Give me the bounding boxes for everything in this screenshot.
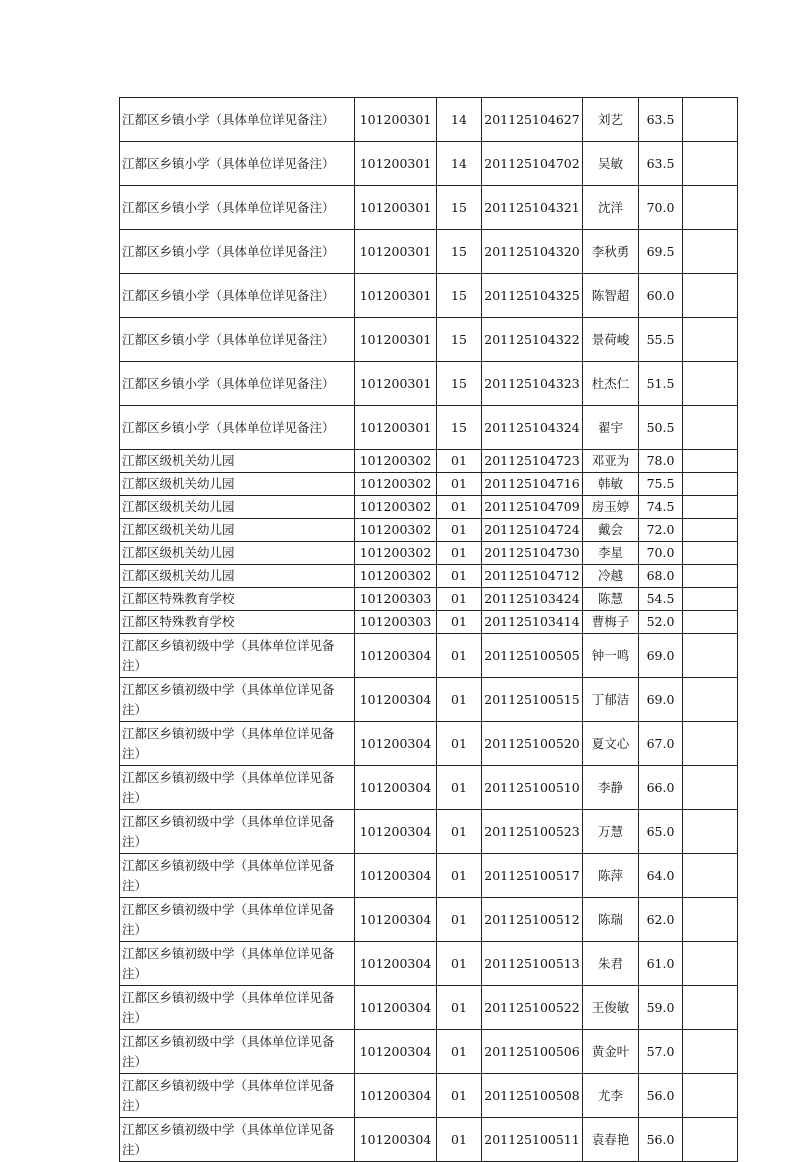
cell-candidate-name: 李星 xyxy=(583,542,639,565)
cell-remark xyxy=(683,565,738,588)
cell-candidate-name: 戴会 xyxy=(583,519,639,542)
table-row xyxy=(120,854,738,898)
cell-sequence: 01 xyxy=(437,986,482,1030)
table-row xyxy=(120,942,738,986)
table-row xyxy=(120,634,738,678)
cell-unit: 江都区特殊教育学校 xyxy=(120,611,355,634)
cell-ticket-number: 201125104723 xyxy=(482,450,583,473)
cell-unit: 江都区乡镇小学（具体单位详见备注） xyxy=(120,98,355,142)
cell-ticket-number: 201125104627 xyxy=(482,98,583,142)
cell-score: 69.5 xyxy=(639,230,683,274)
cell-sequence: 15 xyxy=(437,406,482,450)
cell-remark xyxy=(683,1074,738,1118)
cell-ticket-number: 201125104702 xyxy=(482,142,583,186)
cell-candidate-name: 杜杰仁 xyxy=(583,362,639,406)
cell-sequence: 01 xyxy=(437,810,482,854)
cell-remark xyxy=(683,186,738,230)
cell-sequence: 01 xyxy=(437,542,482,565)
cell-ticket-number: 201125100522 xyxy=(482,986,583,1030)
cell-candidate-name: 丁郁洁 xyxy=(583,678,639,722)
cell-remark xyxy=(683,274,738,318)
cell-position-code: 101200304 xyxy=(355,634,437,678)
cell-ticket-number: 201125100506 xyxy=(482,1030,583,1074)
cell-remark xyxy=(683,810,738,854)
cell-sequence: 15 xyxy=(437,274,482,318)
table-row xyxy=(120,98,738,142)
cell-ticket-number: 201125104730 xyxy=(482,542,583,565)
cell-position-code: 101200304 xyxy=(355,986,437,1030)
cell-candidate-name: 房玉婷 xyxy=(583,496,639,519)
table-row xyxy=(120,473,738,496)
results-table xyxy=(119,97,738,1162)
cell-sequence: 01 xyxy=(437,611,482,634)
cell-unit: 江都区乡镇初级中学（具体单位详见备注） xyxy=(120,986,355,1030)
cell-candidate-name: 吴敏 xyxy=(583,142,639,186)
cell-remark xyxy=(683,722,738,766)
cell-score: 69.0 xyxy=(639,678,683,722)
cell-sequence: 15 xyxy=(437,230,482,274)
cell-score: 69.0 xyxy=(639,634,683,678)
cell-remark xyxy=(683,450,738,473)
table-row xyxy=(120,986,738,1030)
cell-ticket-number: 201125100512 xyxy=(482,898,583,942)
cell-candidate-name: 曹梅子 xyxy=(583,611,639,634)
table-row xyxy=(120,766,738,810)
cell-position-code: 101200301 xyxy=(355,318,437,362)
cell-unit: 江都区级机关幼儿园 xyxy=(120,519,355,542)
cell-unit: 江都区乡镇小学（具体单位详见备注） xyxy=(120,406,355,450)
cell-candidate-name: 陈慧 xyxy=(583,588,639,611)
cell-position-code: 101200304 xyxy=(355,722,437,766)
cell-position-code: 101200304 xyxy=(355,1118,437,1162)
cell-position-code: 101200301 xyxy=(355,274,437,318)
cell-sequence: 01 xyxy=(437,496,482,519)
cell-unit: 江都区乡镇初级中学（具体单位详见备注） xyxy=(120,1030,355,1074)
cell-score: 64.0 xyxy=(639,854,683,898)
cell-position-code: 101200301 xyxy=(355,230,437,274)
table-row xyxy=(120,318,738,362)
cell-candidate-name: 黄金叶 xyxy=(583,1030,639,1074)
cell-ticket-number: 201125104716 xyxy=(482,473,583,496)
cell-sequence: 01 xyxy=(437,1030,482,1074)
cell-position-code: 101200303 xyxy=(355,588,437,611)
cell-score: 67.0 xyxy=(639,722,683,766)
cell-position-code: 101200302 xyxy=(355,542,437,565)
table-row xyxy=(120,230,738,274)
cell-position-code: 101200301 xyxy=(355,186,437,230)
cell-score: 66.0 xyxy=(639,766,683,810)
cell-unit: 江都区乡镇小学（具体单位详见备注） xyxy=(120,186,355,230)
cell-remark xyxy=(683,898,738,942)
cell-unit: 江都区乡镇初级中学（具体单位详见备注） xyxy=(120,854,355,898)
cell-score: 60.0 xyxy=(639,274,683,318)
cell-remark xyxy=(683,362,738,406)
results-table-body xyxy=(120,98,738,1162)
cell-candidate-name: 李静 xyxy=(583,766,639,810)
cell-candidate-name: 冷越 xyxy=(583,565,639,588)
cell-position-code: 101200302 xyxy=(355,565,437,588)
cell-ticket-number: 201125104323 xyxy=(482,362,583,406)
cell-score: 63.5 xyxy=(639,98,683,142)
cell-unit: 江都区乡镇初级中学（具体单位详见备注） xyxy=(120,678,355,722)
cell-remark xyxy=(683,678,738,722)
cell-sequence: 01 xyxy=(437,898,482,942)
cell-position-code: 101200304 xyxy=(355,766,437,810)
cell-unit: 江都区乡镇初级中学（具体单位详见备注） xyxy=(120,766,355,810)
table-row xyxy=(120,611,738,634)
cell-unit: 江都区乡镇小学（具体单位详见备注） xyxy=(120,230,355,274)
cell-candidate-name: 李秋勇 xyxy=(583,230,639,274)
cell-sequence: 01 xyxy=(437,1074,482,1118)
cell-sequence: 01 xyxy=(437,678,482,722)
cell-ticket-number: 201125104320 xyxy=(482,230,583,274)
cell-candidate-name: 刘艺 xyxy=(583,98,639,142)
cell-remark xyxy=(683,588,738,611)
cell-unit: 江都区级机关幼儿园 xyxy=(120,496,355,519)
cell-score: 56.0 xyxy=(639,1074,683,1118)
cell-candidate-name: 尤李 xyxy=(583,1074,639,1118)
cell-candidate-name: 景荷峻 xyxy=(583,318,639,362)
cell-remark xyxy=(683,98,738,142)
cell-score: 72.0 xyxy=(639,519,683,542)
cell-remark xyxy=(683,542,738,565)
table-row xyxy=(120,722,738,766)
table-row xyxy=(120,1118,738,1162)
cell-score: 62.0 xyxy=(639,898,683,942)
cell-ticket-number: 201125100510 xyxy=(482,766,583,810)
cell-remark xyxy=(683,986,738,1030)
cell-ticket-number: 201125100515 xyxy=(482,678,583,722)
cell-candidate-name: 韩敏 xyxy=(583,473,639,496)
cell-position-code: 101200304 xyxy=(355,1030,437,1074)
table-row xyxy=(120,406,738,450)
cell-ticket-number: 201125104712 xyxy=(482,565,583,588)
cell-score: 56.0 xyxy=(639,1118,683,1162)
table-row xyxy=(120,496,738,519)
cell-ticket-number: 201125103424 xyxy=(482,588,583,611)
cell-position-code: 101200301 xyxy=(355,406,437,450)
cell-remark xyxy=(683,1118,738,1162)
cell-ticket-number: 201125103414 xyxy=(482,611,583,634)
table-row xyxy=(120,588,738,611)
cell-remark xyxy=(683,230,738,274)
cell-score: 52.0 xyxy=(639,611,683,634)
cell-position-code: 101200304 xyxy=(355,942,437,986)
cell-candidate-name: 邓亚为 xyxy=(583,450,639,473)
cell-unit: 江都区特殊教育学校 xyxy=(120,588,355,611)
cell-score: 75.5 xyxy=(639,473,683,496)
cell-score: 65.0 xyxy=(639,810,683,854)
cell-ticket-number: 201125104724 xyxy=(482,519,583,542)
table-row xyxy=(120,519,738,542)
cell-ticket-number: 201125100508 xyxy=(482,1074,583,1118)
cell-remark xyxy=(683,496,738,519)
cell-candidate-name: 夏文心 xyxy=(583,722,639,766)
cell-position-code: 101200304 xyxy=(355,810,437,854)
cell-unit: 江都区乡镇小学（具体单位详见备注） xyxy=(120,318,355,362)
cell-unit: 江都区级机关幼儿园 xyxy=(120,565,355,588)
cell-score: 51.5 xyxy=(639,362,683,406)
cell-unit: 江都区乡镇初级中学（具体单位详见备注） xyxy=(120,722,355,766)
cell-unit: 江都区乡镇小学（具体单位详见备注） xyxy=(120,274,355,318)
cell-position-code: 101200302 xyxy=(355,519,437,542)
cell-ticket-number: 201125104325 xyxy=(482,274,583,318)
cell-position-code: 101200302 xyxy=(355,473,437,496)
cell-candidate-name: 朱君 xyxy=(583,942,639,986)
cell-sequence: 01 xyxy=(437,473,482,496)
cell-sequence: 01 xyxy=(437,634,482,678)
cell-ticket-number: 201125104324 xyxy=(482,406,583,450)
table-row xyxy=(120,1074,738,1118)
cell-unit: 江都区乡镇初级中学（具体单位详见备注） xyxy=(120,810,355,854)
cell-score: 57.0 xyxy=(639,1030,683,1074)
cell-candidate-name: 沈洋 xyxy=(583,186,639,230)
cell-ticket-number: 201125104322 xyxy=(482,318,583,362)
cell-remark xyxy=(683,611,738,634)
cell-score: 50.5 xyxy=(639,406,683,450)
cell-sequence: 14 xyxy=(437,142,482,186)
cell-position-code: 101200304 xyxy=(355,854,437,898)
cell-sequence: 15 xyxy=(437,318,482,362)
cell-candidate-name: 钟一鸣 xyxy=(583,634,639,678)
cell-position-code: 101200301 xyxy=(355,98,437,142)
table-row xyxy=(120,274,738,318)
cell-sequence: 01 xyxy=(437,722,482,766)
cell-unit: 江都区乡镇初级中学（具体单位详见备注） xyxy=(120,942,355,986)
cell-sequence: 01 xyxy=(437,565,482,588)
cell-candidate-name: 袁春艳 xyxy=(583,1118,639,1162)
cell-score: 54.5 xyxy=(639,588,683,611)
cell-ticket-number: 201125100511 xyxy=(482,1118,583,1162)
cell-unit: 江都区乡镇初级中学（具体单位详见备注） xyxy=(120,898,355,942)
cell-position-code: 101200304 xyxy=(355,678,437,722)
cell-unit: 江都区乡镇小学（具体单位详见备注） xyxy=(120,142,355,186)
cell-candidate-name: 万慧 xyxy=(583,810,639,854)
cell-ticket-number: 201125100513 xyxy=(482,942,583,986)
cell-sequence: 01 xyxy=(437,519,482,542)
cell-remark xyxy=(683,766,738,810)
table-row xyxy=(120,1030,738,1074)
cell-candidate-name: 陈瑞 xyxy=(583,898,639,942)
cell-remark xyxy=(683,406,738,450)
cell-position-code: 101200303 xyxy=(355,611,437,634)
cell-candidate-name: 陈智超 xyxy=(583,274,639,318)
cell-ticket-number: 201125100505 xyxy=(482,634,583,678)
cell-remark xyxy=(683,634,738,678)
cell-sequence: 01 xyxy=(437,588,482,611)
cell-sequence: 01 xyxy=(437,766,482,810)
table-row xyxy=(120,186,738,230)
cell-score: 68.0 xyxy=(639,565,683,588)
cell-score: 59.0 xyxy=(639,986,683,1030)
cell-unit: 江都区级机关幼儿园 xyxy=(120,473,355,496)
table-row xyxy=(120,362,738,406)
cell-remark xyxy=(683,942,738,986)
table-row xyxy=(120,542,738,565)
cell-candidate-name: 王俊敏 xyxy=(583,986,639,1030)
table-row xyxy=(120,450,738,473)
cell-score: 74.5 xyxy=(639,496,683,519)
cell-ticket-number: 201125104321 xyxy=(482,186,583,230)
table-row xyxy=(120,678,738,722)
table-row xyxy=(120,898,738,942)
cell-sequence: 01 xyxy=(437,1118,482,1162)
cell-candidate-name: 陈萍 xyxy=(583,854,639,898)
cell-position-code: 101200302 xyxy=(355,450,437,473)
cell-position-code: 101200301 xyxy=(355,362,437,406)
cell-unit: 江都区乡镇小学（具体单位详见备注） xyxy=(120,362,355,406)
table-row xyxy=(120,142,738,186)
cell-ticket-number: 201125104709 xyxy=(482,496,583,519)
cell-ticket-number: 201125100523 xyxy=(482,810,583,854)
cell-score: 78.0 xyxy=(639,450,683,473)
cell-position-code: 101200304 xyxy=(355,898,437,942)
cell-sequence: 01 xyxy=(437,942,482,986)
cell-unit: 江都区乡镇初级中学（具体单位详见备注） xyxy=(120,634,355,678)
cell-remark xyxy=(683,473,738,496)
cell-position-code: 101200301 xyxy=(355,142,437,186)
cell-score: 70.0 xyxy=(639,542,683,565)
cell-sequence: 15 xyxy=(437,362,482,406)
cell-remark xyxy=(683,142,738,186)
cell-sequence: 01 xyxy=(437,854,482,898)
cell-remark xyxy=(683,318,738,362)
cell-sequence: 15 xyxy=(437,186,482,230)
cell-position-code: 101200302 xyxy=(355,496,437,519)
cell-remark xyxy=(683,519,738,542)
cell-score: 70.0 xyxy=(639,186,683,230)
cell-ticket-number: 201125100520 xyxy=(482,722,583,766)
cell-sequence: 14 xyxy=(437,98,482,142)
cell-remark xyxy=(683,1030,738,1074)
cell-score: 55.5 xyxy=(639,318,683,362)
cell-score: 63.5 xyxy=(639,142,683,186)
table-row xyxy=(120,565,738,588)
cell-unit: 江都区级机关幼儿园 xyxy=(120,450,355,473)
cell-candidate-name: 翟宇 xyxy=(583,406,639,450)
cell-unit: 江都区乡镇初级中学（具体单位详见备注） xyxy=(120,1074,355,1118)
cell-position-code: 101200304 xyxy=(355,1074,437,1118)
cell-remark xyxy=(683,854,738,898)
cell-score: 61.0 xyxy=(639,942,683,986)
cell-unit: 江都区乡镇初级中学（具体单位详见备注） xyxy=(120,1118,355,1162)
cell-unit: 江都区级机关幼儿园 xyxy=(120,542,355,565)
cell-ticket-number: 201125100517 xyxy=(482,854,583,898)
table-row xyxy=(120,810,738,854)
cell-sequence: 01 xyxy=(437,450,482,473)
